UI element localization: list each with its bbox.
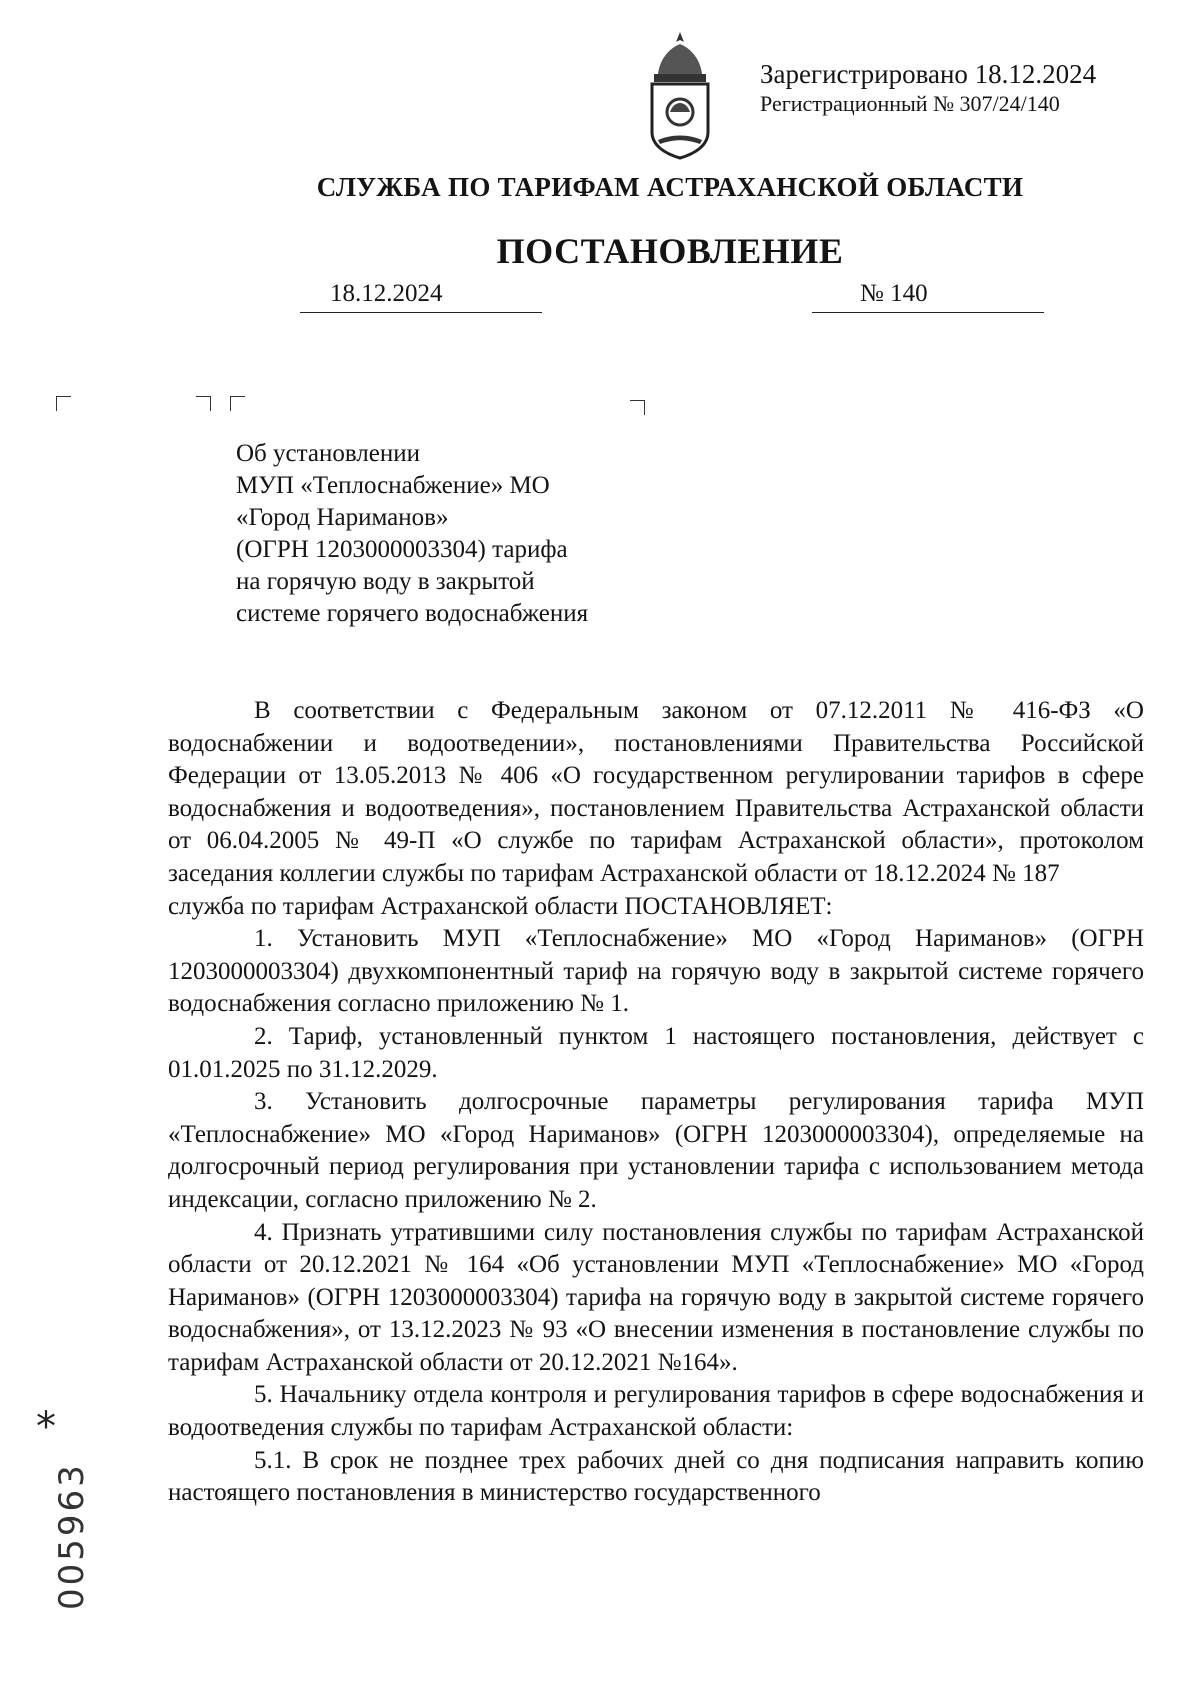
clause-paragraph: 5. Начальнику отдела контроля и регулирования тарифов в сфере водоснабжения и водоотведения службы по тарифам Астраханской области: [168,1381,1144,1442]
side-serial-stamp [28,1404,92,1610]
clause-paragraph: 1. Установить МУП «Теплоснабжение» МО «Город Нариманов» (ОГРН 1203000003304) двухкомпонентный тариф на горячую воду в закрытой системе горячего водоснабжения согласно приложению № 1. [168,925,1144,1018]
serial-number: 005963 [52,1462,92,1610]
coat-of-arms-icon [644,28,716,160]
clause-paragraph: 3. Установить долгосрочные параметры регулирования тарифа МУП «Теплоснабжение» МО «Город Нариманов» (ОГРН 1203000003304), определяемые на долгосрочный период регулирования при установлении тарифа с использованием метода индексации, согласно приложению № 2. [168,1088,1144,1213]
preamble-paragraph: В соответствии с Федеральным законом от 07.12.2011 № 416-ФЗ «О водоснабжении и водоотведении», постановлениями Правительства Российской Федерации от 13.05.2013 № 406 «О государственном регулировании тарифов в сфере водоснабжения и водоотведения», постановлением Правительства Астраханской области от 06.04.2005 № 49-П «О службе по тарифам Астраханской области», протоколом заседания коллегии службы по тарифам Астраханской области от 18.12.2024 № 187 [168,697,1144,887]
document-date: 18.12.2024 [300,280,542,313]
subject-line: системе горячего водоснабжения [236,600,589,627]
registration-number: Регистрационный № 307/24/140 [760,91,1060,116]
margin-corner-mark [56,396,71,411]
document-subject [236,438,630,630]
registration-line: Зарегистрировано 18.12.2024 [760,59,1097,89]
margin-corner-mark [196,396,211,411]
subject-line: Об установлении [236,440,421,467]
clause-paragraph: 5.1. В срок не позднее трех рабочих дней со дня подписания направить копию настоящего постановления в министерство государственного [168,1446,1144,1507]
clause-paragraph: 4. Признать утратившими силу постановления службы по тарифам Астраханской области от 20.12.2021 № 164 «Об установлении МУП «Теплоснабжение» МО «Город Нариманов» (ОГРН 1203000003304) тарифа на горячую воду в закрытой системе горячего водоснабжения», от 13.12.2023 № 93 «О внесении изменения в постановление службы по тарифам Астраханской области от 20.12.2021 №164». [168,1218,1144,1376]
subject-corner-mark [230,396,245,411]
subject-line: МУП «Теплоснабжение» МО [236,472,550,499]
document-body [168,695,1144,1510]
subject-line: «Город Нариманов» [236,504,449,531]
agency-name: СЛУЖБА ПО ТАРИФАМ АСТРАХАНСКОЙ ОБЛАСТИ [316,172,1024,202]
asterisk-mark: * [36,1404,56,1450]
clause-paragraph: 2. Тариф, установленный пунктом 1 настоящего постановления, действует с 01.01.2025 по 31.12.2029. [168,1022,1144,1083]
resolves-line: служба по тарифам Астраханской области ПОСТАНОВЛЯЕТ: [168,892,833,920]
subject-line: на горячую воду в закрытой [236,568,535,595]
document-number: № 140 [812,280,1044,313]
subject-line: (ОГРН 1203000003304) тарифа [236,536,568,563]
subject-corner-mark [630,400,645,415]
document-type-title: ПОСТАНОВЛЕНИЕ [496,231,844,271]
registration-block [760,58,1096,118]
